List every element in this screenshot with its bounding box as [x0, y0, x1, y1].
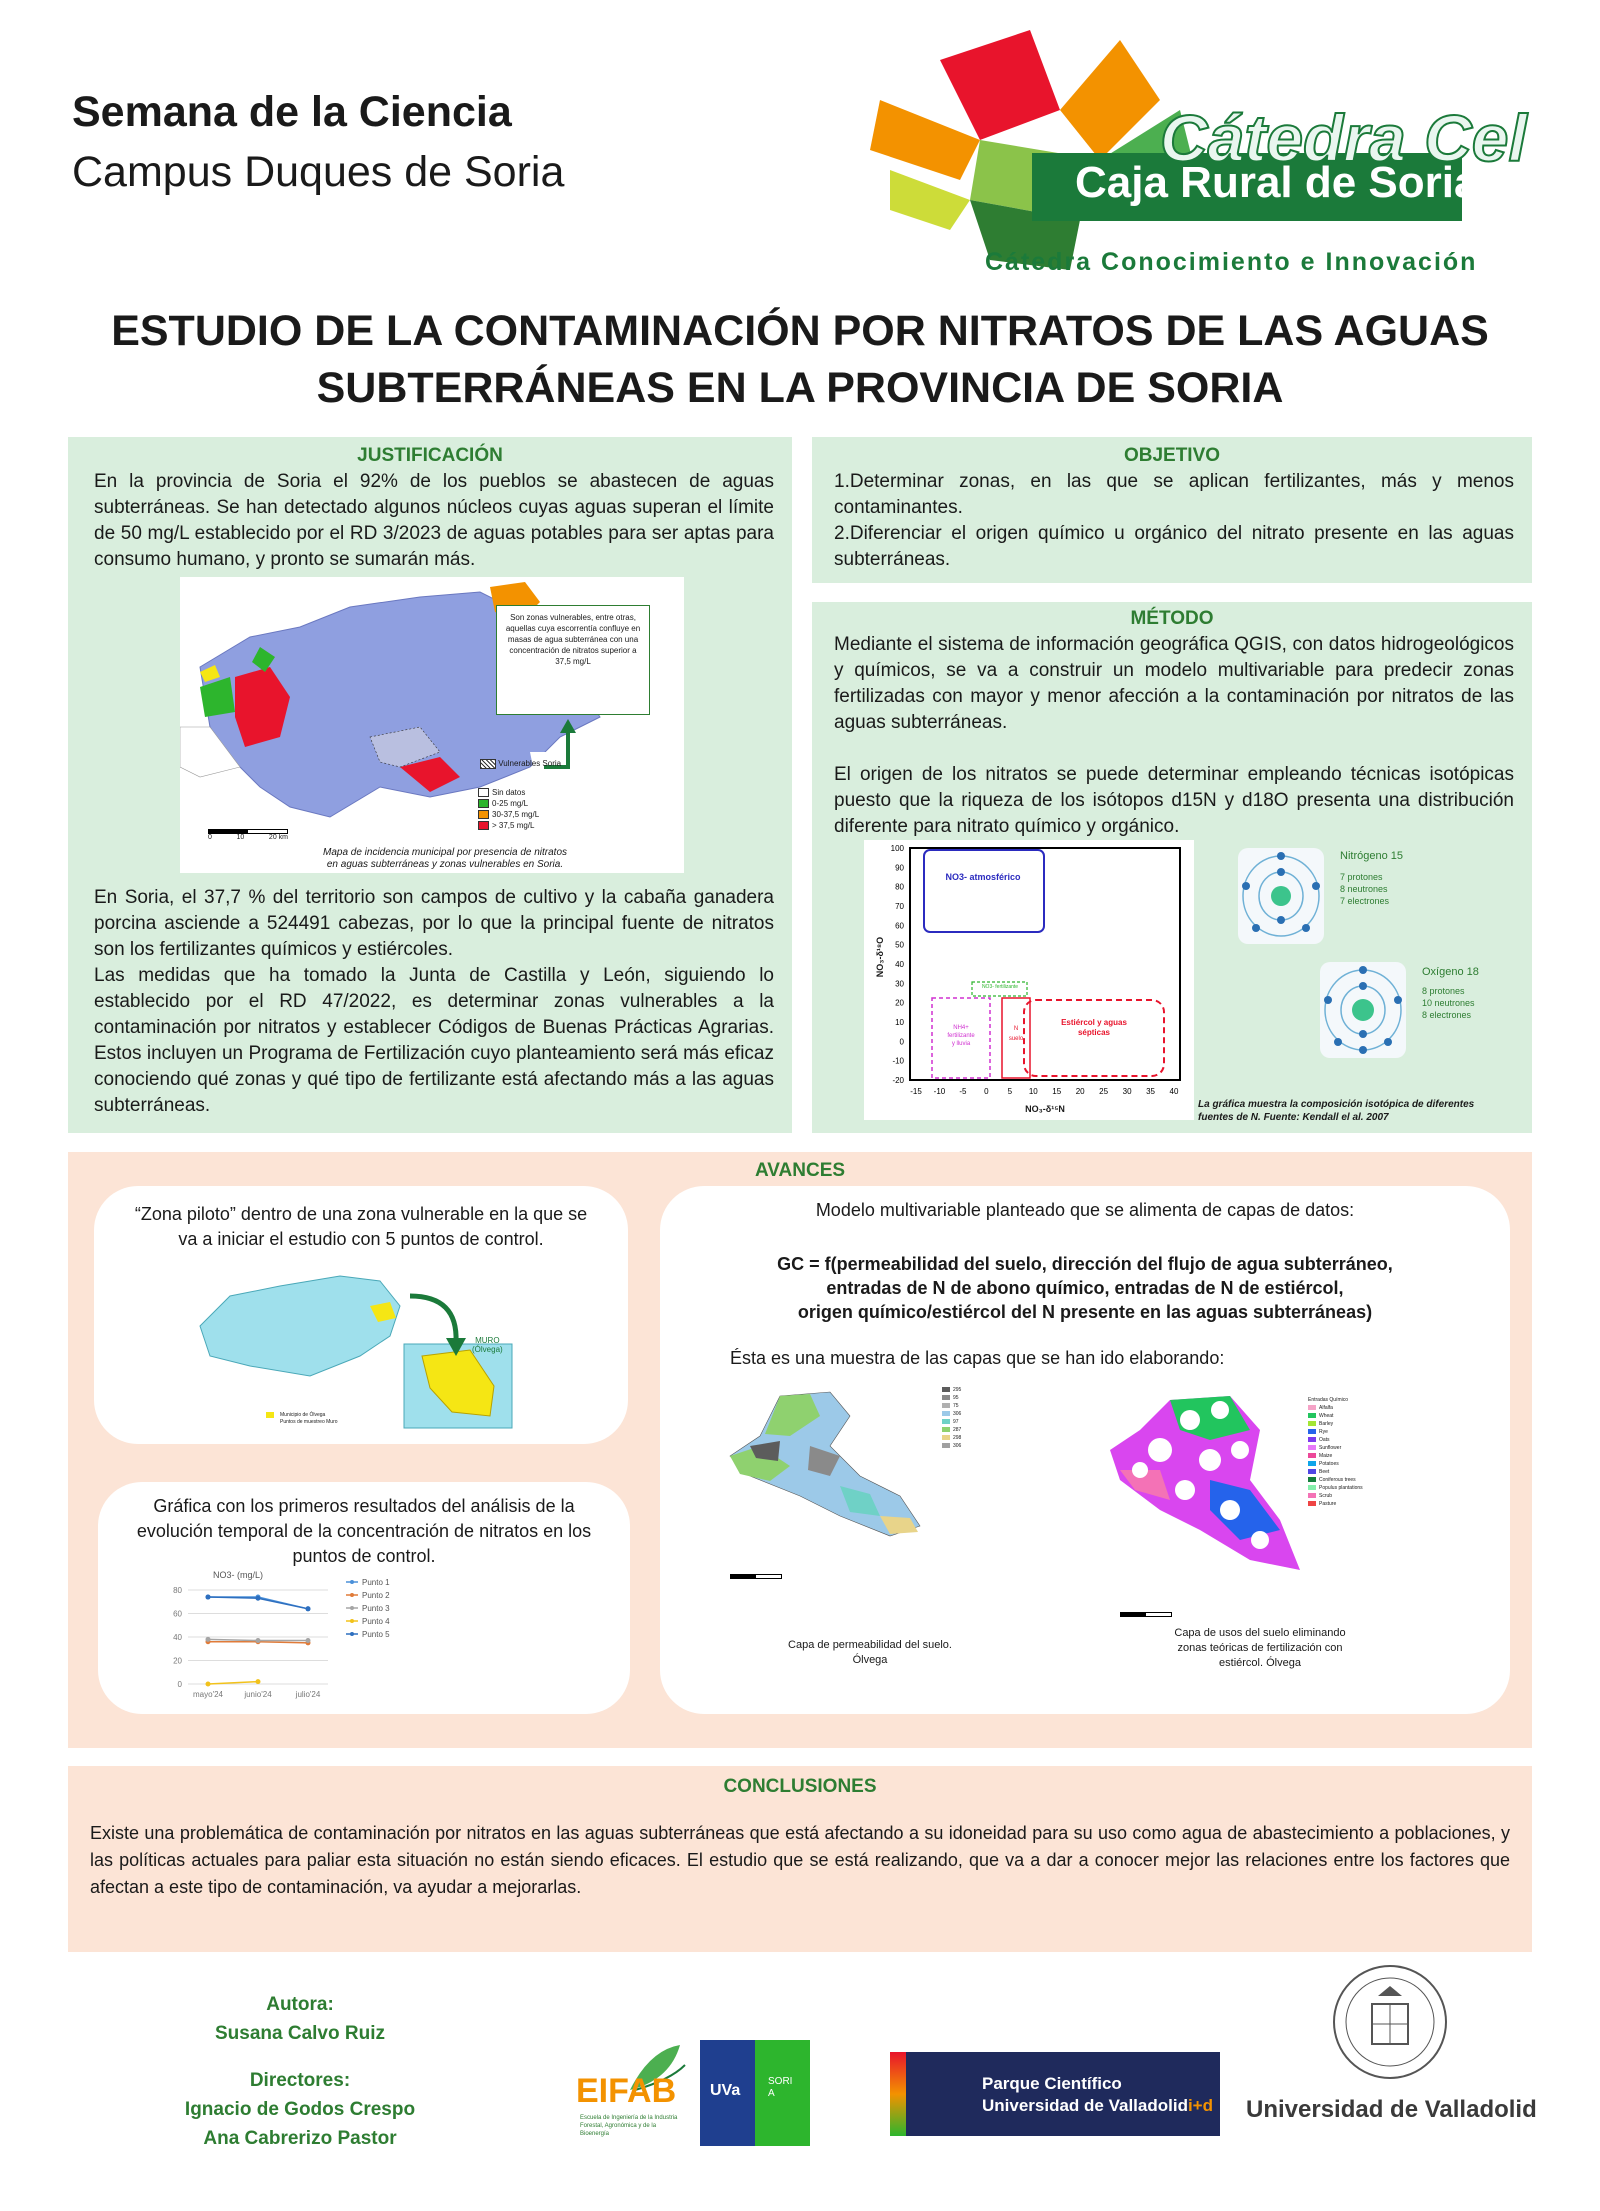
permeability-legend-item	[942, 1394, 961, 1402]
legend-label: Punto 4	[362, 1617, 390, 1626]
justificacion-panel	[68, 437, 792, 1133]
plot-label-atmospheric: NO3- atmosférico	[945, 872, 1021, 882]
legend-vulnerable	[480, 759, 561, 769]
legend-label: Pasture	[1319, 1501, 1337, 1507]
data-point	[206, 1682, 211, 1687]
land-use-legend-item	[1308, 1484, 1363, 1492]
y-tick-label: 90	[895, 863, 904, 873]
legend-swatch	[478, 810, 489, 819]
legend-label: 95	[953, 1395, 959, 1401]
conclusiones-text: Existe una problemática de contaminación por nitratos en las aguas subterráneas que está afectando a su idoneidad para su uso como agua de abastecimiento a poblaciones, y las políticas actuales para paliar esta situación no están siendo eficaces. El estudio que se está realizando, que va a dar a conocer mejor las relaciones entre los factores que afectan a este tipo de contaminación, va ayudar a mejorarlas.	[90, 1823, 1510, 1897]
plot-label-manure	[1024, 1018, 1164, 1038]
justificacion-paragraph-2: En Soria, el 37,7 % del territorio son campos de cultivo y la cabaña ganadera porcina asciende a 524491 cabezas, por lo que la principal fuente de nitratos son los fertilizantes químicos y estiércoles.	[94, 887, 774, 960]
poster-title	[100, 303, 1500, 417]
map-note-text: Son zonas vulnerables, entre otras, aquellas cuya escorrentía confluye en masas de agua subterránea con una concentración de nitratos superior a 37,5 mg/L	[505, 613, 641, 666]
map-caption-line-2: en aguas subterráneas y zonas vulnerables en Soria.	[326, 859, 564, 870]
permeability-legend-item	[942, 1418, 961, 1426]
data-point	[206, 1637, 211, 1642]
pilot-map-legend	[280, 1412, 338, 1426]
legend-label: Wheat	[1319, 1413, 1334, 1419]
legend-label: Rye	[1319, 1429, 1328, 1435]
legend-label: Barley	[1319, 1421, 1334, 1427]
pilot-legend-2: Puntos de muestreo Muro	[280, 1419, 338, 1425]
oxygen-electrons: 8 electrones	[1422, 1010, 1472, 1020]
eifab-text: EIFAB	[576, 2072, 677, 2110]
y-tick-label: -20	[892, 1076, 904, 1085]
x-tick-label: 30	[1122, 1087, 1132, 1096]
parque-suffix: i+d	[1187, 2096, 1213, 2115]
x-tick-label: 15	[1052, 1087, 1062, 1096]
y-tick-label: 40	[173, 1633, 182, 1642]
legend-marker	[350, 1593, 354, 1597]
legend-label: 306	[953, 1411, 962, 1417]
objetivo-panel	[812, 437, 1532, 583]
permeability-legend-item	[942, 1442, 961, 1450]
oxygen-atom-icon	[1318, 960, 1408, 1060]
objetivo-item-1: 1.Determinar zonas, en las que se aplican fertilizantes, más y menos contaminantes.	[834, 471, 1514, 518]
legend-swatch	[1308, 1405, 1316, 1410]
avances-panel	[68, 1152, 1532, 1748]
oxygen-atom-diagram	[1318, 960, 1528, 1070]
permeability-legend	[942, 1386, 961, 1450]
land-use-map	[1100, 1390, 1300, 1580]
legend-label: Beet	[1319, 1469, 1330, 1475]
model-intro-text: Modelo multivariable planteado que se alimenta de capas de datos:	[815, 1200, 1355, 1220]
plot-label-manure-2: sépticas	[1077, 1028, 1111, 1037]
perm-caption-line-2: Ólvega	[852, 1654, 888, 1666]
x-tick-label: 5	[1007, 1087, 1013, 1096]
permeability-legend-item	[942, 1402, 961, 1410]
data-point	[306, 1638, 311, 1643]
land-use-legend-item	[1308, 1476, 1363, 1484]
y-tick-label: 70	[895, 902, 904, 911]
map-scale-bar	[208, 829, 288, 841]
director-1: Ignacio de Godos Crespo	[184, 2099, 416, 2120]
nitrogen-title: Nitrógeno 15	[1340, 850, 1403, 862]
legend-label: Punto 1	[362, 1578, 390, 1587]
parque-line-1: Parque Científico	[982, 2074, 1122, 2093]
logo-caja-rural-text: Caja Rural de Soria	[1075, 158, 1479, 207]
y-tick-label: 30	[895, 979, 904, 989]
pilot-zone-text: “Zona piloto” dentro de una zona vulnerable en la que se va a iniciar el estudio con 5 puntos de control.	[134, 1204, 588, 1249]
landuse-caption-line-2: zonas teóricas de fertilización con	[1177, 1642, 1343, 1654]
event-title: Semana de la Ciencia	[72, 88, 512, 136]
legend-swatch	[942, 1387, 950, 1392]
map-legend-item	[478, 820, 539, 831]
data-point	[256, 1596, 261, 1601]
legend-swatch	[942, 1395, 950, 1400]
eifab-logo	[540, 2040, 690, 2160]
legend-label: Maize	[1319, 1453, 1333, 1459]
justificacion-paragraph-3: Las medidas que ha tomado la Junta de Castilla y León, siguiendo lo establecido por el RD 47/2022, es determinar zonas vulnerables a la contaminación por nitratos y establecer Códigos de Buenas Prácticas Agrarias. Estos incluyen un Programa de Fertilización cuyo planteamiento será más eficaz conociendo qué zonas y qué tipo de fertilizante está afectando más a las aguas subterráneas.	[94, 965, 774, 1116]
x-tick-label: 10	[1028, 1087, 1038, 1096]
legend-swatch	[942, 1403, 950, 1408]
y-tick-label: 80	[173, 1586, 182, 1595]
pilot-legend-1: Municipio de Ólvega	[280, 1412, 326, 1418]
legend-swatch	[942, 1443, 950, 1448]
legend-label: Scrub	[1319, 1493, 1333, 1499]
legend-marker	[350, 1580, 354, 1584]
scale-label-20: 20 km	[268, 834, 288, 841]
plot-label-manure-1: Estiércol y aguas	[1061, 1018, 1127, 1027]
legend-swatch	[1308, 1477, 1316, 1482]
model-formula	[660, 1252, 1510, 1324]
authors-block	[130, 1990, 470, 2153]
legend-swatch	[1308, 1429, 1316, 1434]
x-tick-label: mayo'24	[193, 1690, 223, 1699]
y-tick-label: 60	[173, 1609, 182, 1619]
map-legend-item	[478, 798, 539, 809]
chart-title: NO3- (mg/L)	[212, 1570, 264, 1580]
perm-caption-line-1: Capa de permeabilidad del suelo.	[788, 1639, 952, 1651]
y-tick-label: 50	[895, 940, 904, 950]
x-tick-label: 0	[984, 1087, 989, 1096]
data-point	[306, 1606, 311, 1611]
scale-label-10: 10	[236, 834, 245, 841]
legend-label: Sunflower	[1319, 1445, 1342, 1451]
legend-label: 0-25 mg/L	[492, 799, 529, 808]
conclusiones-heading: CONCLUSIONES	[723, 1776, 877, 1797]
y-tick-label: 100	[890, 844, 904, 853]
logo-catedra-text: Cátedra Cel	[1160, 101, 1527, 175]
plot-label-nh4	[932, 1024, 990, 1048]
metodo-heading: MÉTODO	[1130, 608, 1214, 629]
legend-swatch	[1308, 1453, 1316, 1458]
legend-swatch	[1308, 1421, 1316, 1426]
x-tick-label: 40	[1169, 1087, 1179, 1096]
map-legend	[478, 787, 539, 831]
x-tick-label: junio'24	[244, 1690, 272, 1699]
nitrogen-electrons: 7 electrones	[1340, 896, 1390, 906]
legend-swatch	[478, 821, 489, 830]
legend-swatch	[1308, 1469, 1316, 1474]
legend-label: Coniferous trees	[1319, 1477, 1356, 1483]
metodo-paragraph-2: El origen de los nitratos se puede determinar empleando técnicas isotópicas puesto que la riqueza de los isótopos d15N y d18O presenta una distribución diferente para nitrato químico y orgánico.	[834, 764, 1514, 837]
land-use-legend-item	[1308, 1500, 1363, 1508]
legend-label: 287	[953, 1427, 962, 1433]
legend-label: 306	[953, 1443, 962, 1449]
y-tick-label: 0	[899, 1037, 904, 1047]
formula-line-3: origen químico/estiércol del N presente en las aguas subterráneas)	[797, 1302, 1373, 1322]
y-tick-label: 10	[895, 1018, 904, 1027]
data-point	[256, 1679, 261, 1684]
y-tick-label: 20	[173, 1656, 182, 1666]
isotope-caption-line-2: fuentes de N. Fuente: Kendall el al. 2007	[1198, 1112, 1389, 1123]
legend-label: Punto 3	[362, 1604, 390, 1613]
land-use-legend-item	[1308, 1460, 1363, 1468]
legend-swatch	[1308, 1461, 1316, 1466]
parque-line-2	[982, 2096, 1213, 2116]
green-arrow-icon	[538, 715, 598, 785]
conclusiones-panel	[68, 1766, 1532, 1952]
y-tick-label: 0	[177, 1680, 182, 1689]
land-use-legend-item	[1308, 1428, 1363, 1436]
scale-label-0: 0	[208, 834, 212, 841]
oxygen-neutrons: 10 neutrones	[1422, 998, 1475, 1008]
landuse-caption-line-1: Capa de usos del suelo eliminando	[1174, 1627, 1346, 1639]
legend-label: 97	[953, 1419, 959, 1425]
legend-swatch	[942, 1435, 950, 1440]
legend-label: Oats	[1319, 1437, 1330, 1443]
parque-cientifico-logo	[890, 2052, 1220, 2136]
legend-label: 298	[953, 1435, 962, 1441]
legend-label: Populus plantations	[1319, 1485, 1363, 1491]
legend-label: 75	[953, 1403, 959, 1409]
x-tick-label: -10	[933, 1087, 946, 1096]
permeability-legend-item	[942, 1410, 961, 1418]
chart-intro-text: Gráfica con los primeros resultados del análisis de la evolución temporal de la concentración de nitratos en los puntos de control.	[136, 1496, 592, 1566]
avances-heading: AVANCES	[754, 1160, 846, 1181]
permeability-scale-bar	[730, 1574, 782, 1579]
pilot-zone-map	[190, 1266, 520, 1436]
permeability-caption	[760, 1638, 980, 1668]
nitrate-chart-card	[98, 1482, 630, 1714]
land-use-legend-title: Entradas Químico	[1308, 1397, 1349, 1403]
formula-line-1: GC = f(permeabilidad del suelo, dirección del flujo de agua subterráneo,	[777, 1254, 1393, 1274]
title-line-1: ESTUDIO DE LA CONTAMINACIÓN POR NITRATOS DE LAS AGUAS	[111, 307, 1489, 355]
legend-marker	[350, 1632, 354, 1636]
legend-swatch	[478, 799, 489, 808]
land-use-legend	[1308, 1396, 1363, 1508]
legend-marker	[350, 1606, 354, 1610]
nitrogen-atom-diagram	[1236, 846, 1436, 956]
legend-swatch	[1308, 1485, 1316, 1490]
isotope-plot	[864, 840, 1194, 1120]
land-use-legend-item	[1308, 1492, 1363, 1500]
land-use-legend-item	[1308, 1404, 1363, 1412]
x-tick-label: 20	[1075, 1087, 1085, 1096]
x-tick-label: -15	[910, 1087, 922, 1096]
autora-label: Autora:	[266, 1994, 334, 2015]
land-use-legend-item	[1308, 1468, 1363, 1476]
legend-label: Sin datos	[492, 788, 526, 797]
muro-label-2: (Ólvega)	[472, 1345, 503, 1354]
permeability-legend-item	[942, 1434, 961, 1442]
legend-swatch	[942, 1427, 950, 1432]
y-tick-label: 40	[895, 960, 904, 969]
nitrogen-protons: 7 protones	[1340, 872, 1383, 882]
plot-label-fertilizer: NO3- fertilizante	[981, 984, 1019, 990]
map-caption	[300, 847, 590, 871]
legend-label: Alfalfa	[1319, 1405, 1333, 1411]
x-tick-label: 25	[1099, 1087, 1109, 1096]
data-point	[206, 1595, 211, 1600]
map-legend-item	[478, 787, 539, 798]
legend-swatch	[478, 788, 489, 797]
y-tick-label: 80	[895, 882, 904, 892]
y-tick-label: 60	[895, 921, 904, 931]
x-tick-label: -5	[959, 1087, 967, 1096]
soria-nitrate-map	[180, 577, 684, 873]
parque-line-2-text: Universidad de Valladolid	[982, 2096, 1188, 2115]
uva-logo-text: UVa	[710, 2082, 741, 2099]
plot-y-axis-label: NO₃-δ¹⁸O	[875, 936, 885, 978]
pilot-zone-card	[94, 1186, 628, 1444]
map-caption-line-1: Mapa de incidencia municipal por presencia de nitratos	[322, 847, 568, 858]
nitrogen-atom-icon	[1236, 846, 1326, 946]
title-line-2: SUBTERRÁNEAS EN LA PROVINCIA DE SORIA	[316, 364, 1284, 412]
legend-swatch	[1308, 1437, 1316, 1442]
uva-name: Universidad de Valladolid	[1246, 2096, 1537, 2123]
y-tick-label: 20	[895, 998, 904, 1008]
legend-label: Punto 2	[362, 1591, 390, 1600]
permeability-legend-item	[942, 1386, 961, 1394]
legend-swatch	[942, 1419, 950, 1424]
land-use-legend-item	[1308, 1420, 1363, 1428]
uva-soria-logo	[700, 2040, 810, 2146]
catedra-logo	[860, 20, 1560, 290]
oxygen-protons: 8 protones	[1422, 986, 1465, 996]
nitrogen-neutrons: 8 neutrones	[1340, 884, 1388, 894]
x-tick-label: julio'24	[295, 1690, 321, 1699]
data-point	[256, 1638, 261, 1643]
oxygen-title: Oxígeno 18	[1422, 966, 1479, 978]
legend-label: 30-37,5 mg/L	[492, 810, 540, 819]
plot-label-nh4-2: fertilizante	[947, 1033, 975, 1039]
landuse-caption-line-3: estiércol. Ólvega	[1219, 1657, 1301, 1669]
land-use-legend-item	[1308, 1436, 1363, 1444]
muro-label-1: MURO	[475, 1336, 500, 1345]
layers-intro-text: Ésta es una muestra de las capas que se han ido elaborando:	[730, 1348, 1225, 1368]
objetivo-heading: OBJETIVO	[1123, 445, 1221, 466]
campus-subtitle: Campus Duques de Soria	[72, 148, 565, 196]
legend-label: 295	[953, 1387, 962, 1393]
land-use-legend-item	[1308, 1412, 1363, 1420]
logo-conocimiento-text: Cátedra Conocimiento e Innovación	[985, 248, 1478, 276]
director-2: Ana Cabrerizo Pastor	[203, 2128, 397, 2149]
land-use-legend-item	[1308, 1452, 1363, 1460]
y-tick-label: -10	[892, 1056, 904, 1066]
plot-label-soil-n-2: suelo	[1008, 1036, 1024, 1042]
plot-x-axis-label: NO₃-δ¹⁵N	[1025, 1104, 1065, 1114]
plot-label-nh4-1: NH4+	[953, 1025, 969, 1031]
isotope-plot-caption	[1198, 1098, 1528, 1124]
leaf-logo-icon	[870, 30, 1200, 270]
legend-swatch	[1308, 1413, 1316, 1418]
metodo-paragraph-1: Mediante el sistema de información geográfica QGIS, con datos hidrogeológicos y químicos, se va a construir un modelo multivariable para predecir zonas fertilizadas con mayor y menor afección a la contaminación por nitratos de las aguas subterráneas.	[834, 634, 1514, 733]
nitrate-line-chart	[158, 1568, 438, 1708]
land-use-caption	[1150, 1626, 1370, 1671]
uva-seal	[1330, 1962, 1450, 2082]
legend-swatch	[1308, 1445, 1316, 1450]
legend-swatch	[1308, 1493, 1316, 1498]
land-use-legend-item	[1308, 1444, 1363, 1452]
isotope-caption-line-1: La gráfica muestra la composición isotópica de diferentes	[1198, 1099, 1475, 1110]
uva-seal-icon	[1330, 1962, 1450, 2082]
permeability-legend-item	[942, 1426, 961, 1434]
legend-swatch	[942, 1411, 950, 1416]
x-tick-label: 35	[1146, 1087, 1155, 1096]
permeability-map	[720, 1386, 940, 1546]
legend-label: Punto 5	[362, 1630, 390, 1639]
autora-name: Susana Calvo Ruiz	[215, 2023, 385, 2044]
metodo-panel	[812, 602, 1532, 1133]
plot-label-soil-n-1: N	[1013, 1026, 1019, 1032]
land-use-scale-bar	[1120, 1612, 1172, 1617]
legend-marker	[350, 1619, 354, 1623]
model-card	[660, 1186, 1510, 1714]
legend-vulnerable-label: Vulnerables Soria	[498, 759, 562, 769]
justificacion-paragraph-1: En la provincia de Soria el 92% de los pueblos se abastecen de aguas subterráneas. Se han detectado algunos núcleos cuyas aguas superan el límite de 50 mg/L establecido por el RD 3/2023 de aguas potables para ser aptas para consumo humano, y pronto se sumarán más.	[94, 471, 774, 570]
justificacion-heading: JUSTIFICACIÓN	[357, 445, 503, 466]
muro-label	[472, 1336, 503, 1354]
directores-label: Directores:	[249, 2070, 351, 2091]
plot-label-nh4-3: y lluvia	[951, 1041, 971, 1047]
formula-line-2: entradas de N de abono químico, entradas de N de estiércol,	[826, 1278, 1344, 1298]
map-legend-item	[478, 809, 539, 820]
soria-logo-text: SORIA	[768, 2076, 793, 2099]
legend-label: > 37,5 mg/L	[492, 821, 535, 830]
legend-label: Potatoes	[1319, 1461, 1339, 1467]
legend-swatch	[1308, 1501, 1316, 1506]
map-note-box	[496, 605, 650, 715]
eifab-subtitle: Escuela de Ingeniería de la Industria Forestal, Agronómica y de la Bioenergía	[580, 2115, 678, 2137]
objetivo-item-2: 2.Diferenciar el origen químico u orgánico del nitrato presente en las aguas subterráneas.	[834, 523, 1514, 570]
